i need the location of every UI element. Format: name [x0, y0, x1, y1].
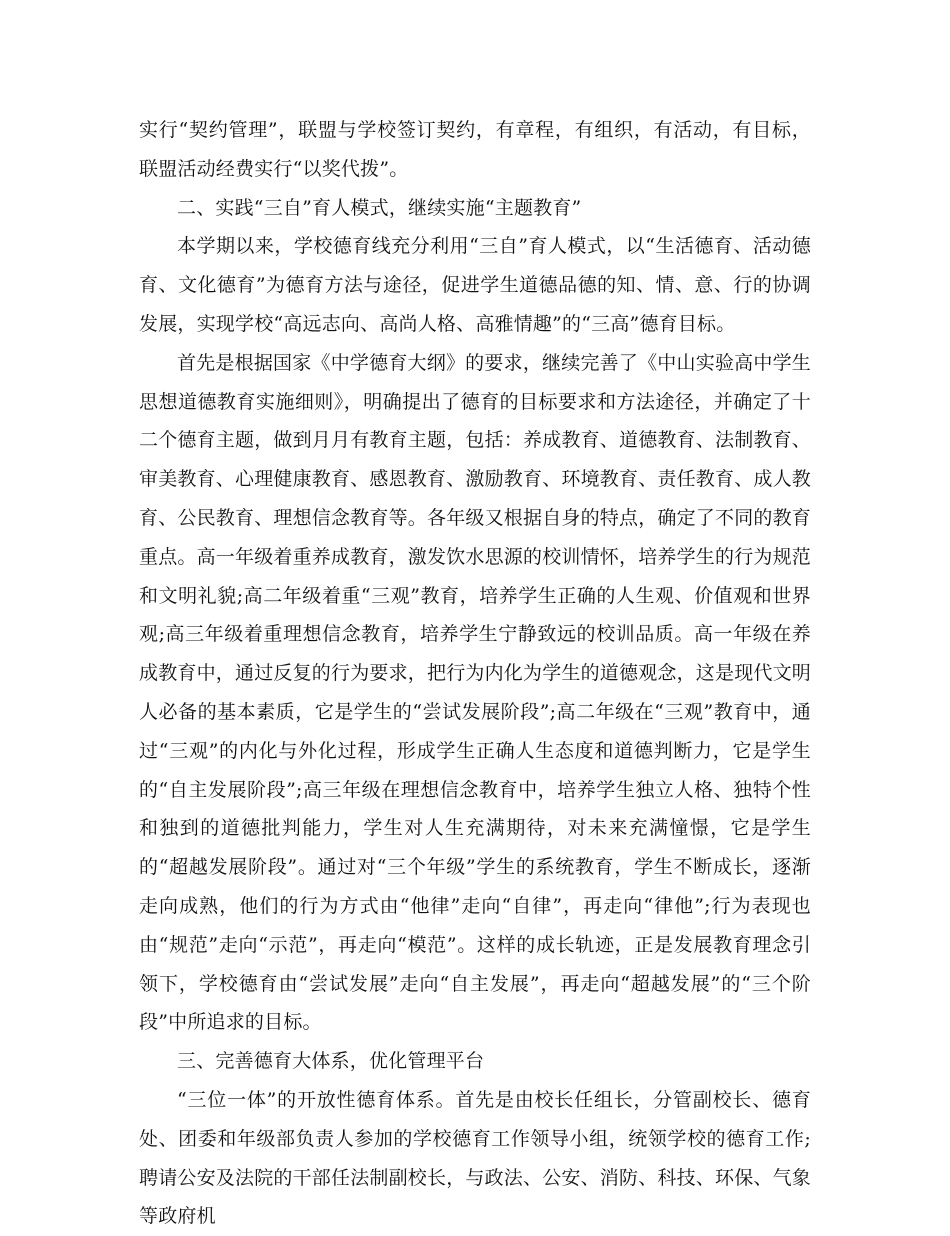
paragraph-moral-education-themes: 首先是根据国家《中学德育大纲》的要求，继续完善了《中山实验高中学生思想道德教育实施细则》，明确提出了德育的目标要求和方法途径，并确定了十二个德育主题，做到月月有教育主题，包括：养成教育、道德教育、法制教育、审美教育、心理健康教育、感恩教育、激励教育、环境教育、责任教育、成人教育、公民教育、理想信念教育等。各年级又根据自身的特点，确定了不同的教育重点。高一年级着重养成教育，激发饮水思源的校训情怀，培养学生的行为规范和文明礼貌;高二年级着重“三观”教育，培养学生正确的人生观、价值观和世界观;高三年级着重理想信念教育，培养学生宁静致远的校训品质。高一年级在养成教育中，通过反复的行为要求，把行为内化为学生的道德观念，这是现代文明人必备的基本素质，它是学生的“尝试发展阶段”;高二年级在“三观”教育中，通过“三观”的内化与外化过程，形成学生正确人生态度和道德判断力，它是学生的“自主发展阶段”;高三年级在理想信念教育中，培养学生独立人格、独特个性和独到的道德批判能力，学生对人生充满期待，对未来充满憧憬，它是学生的“超越发展阶段”。通过对“三个年级”学生的系统教育，学生不断成长，逐渐走向成熟，他们的行为方式由“他律”走向“自律”，再走向“律他”;行为表现也由“规范”走向“示范”，再走向“模范”。这样的成长轨迹，正是发展教育理念引领下，学校德育由“尝试发展”走向“自主发展”，再走向“超越发展”的“三个阶段”中所追求的目标。 [139, 351, 812, 1034]
section-heading-three: 三、完善德育大体系，优化管理平台 [177, 1050, 485, 1073]
paragraph-contract-management: 实行“契约管理”，联盟与学校签订契约，有章程，有组织，有活动，有目标，联盟活动经费实行“以奖代拨”。 [139, 119, 811, 180]
section-heading-two: 二、实践“三自”育人模式，继续实施“主题教育” [177, 196, 582, 219]
paragraph-three-self-model: 本学期以来，学校德育线充分利用“三自”育人模式，以“生活德育、活动德育、文化德育”为德育方法与途径，促进学生道德品德的知、情、意、行的协调发展，实现学校“高远志向、高尚人格、高雅情趣”的“三高”德育目标。 [139, 235, 811, 335]
paragraph-three-in-one-system: “三位一体”的开放性德育体系。首先是由校长任组长，分管副校长、德育处、团委和年级部负责人参加的学校德育工作领导小组，统领学校的德育工作;聘请公安及法院的干部任法制副校长，与政法、公安、消防、科技、环保、气象等政府机 [139, 1088, 812, 1228]
document-body [139, 111, 811, 1236]
